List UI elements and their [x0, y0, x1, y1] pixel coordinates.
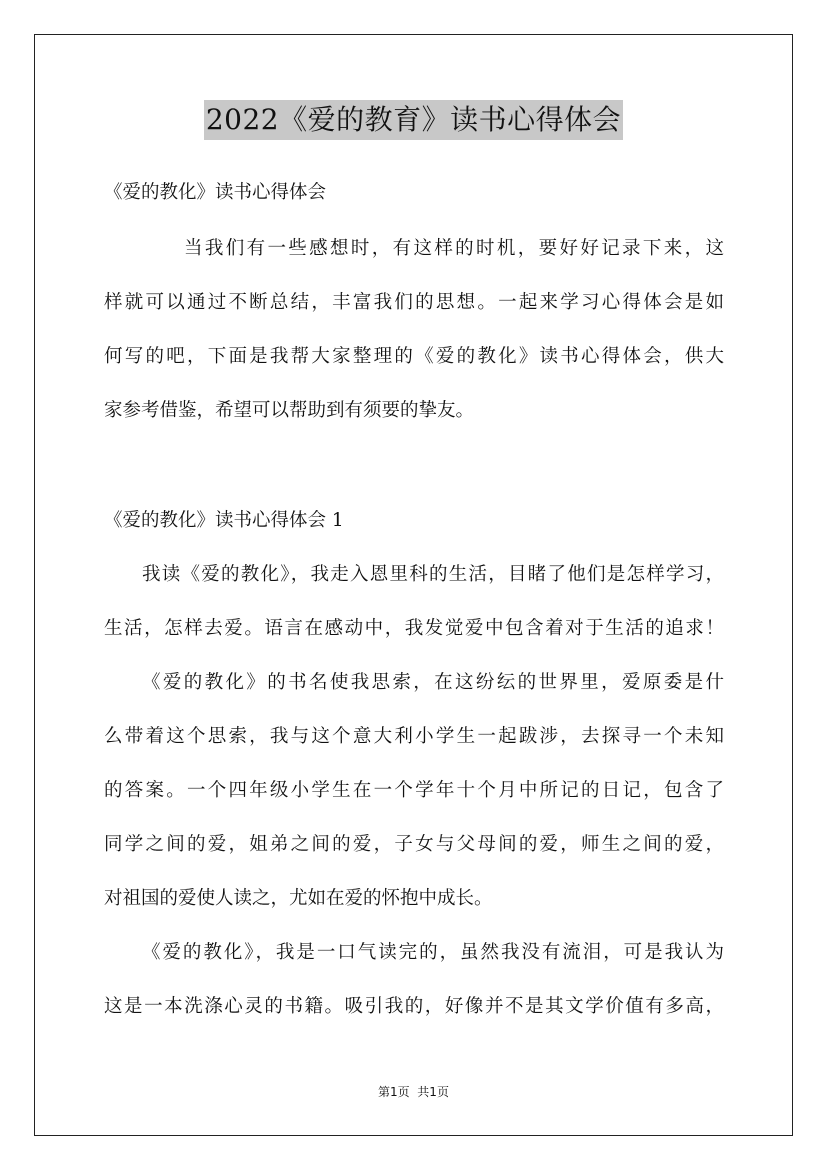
- intro-line-2: 样就可以通过不断总结，丰富我们的思想。一起来学习心得体会是如: [104, 292, 724, 313]
- page-number-footer: 第1页 共1页: [378, 1085, 449, 1099]
- intro-line-1: 当我们有一些感想时，有这样的时机，要好好记录下来，这: [184, 238, 724, 259]
- body-line-8: 《爱的教化》，我是一口气读完的，虽然我没有流泪，可是我认为: [142, 942, 724, 963]
- body-line-2: 生活，怎样去爱。语言在感动中，我发觉爱中包含着对于生活的追求！: [104, 618, 724, 639]
- body-line-6: 同学之间的爱，姐弟之间的爱，子女与父母间的爱，师生之间的爱，: [104, 834, 724, 855]
- title-container: [0, 100, 827, 140]
- body-line-4: 么带着这个思索，我与这个意大利小学生一起跋涉，去探寻一个未知: [104, 726, 724, 747]
- section-heading: 《爱的教化》读书心得体会 1: [104, 510, 344, 531]
- document-title: 2022《爱的教育》读书心得体会: [204, 100, 623, 140]
- document-subtitle: 《爱的教化》读书心得体会: [104, 182, 327, 203]
- body-line-7: 对祖国的爱使人读之，尤如在爱的怀抱中成长。: [104, 888, 493, 909]
- body-line-9: 这是一本洗涤心灵的书籍。吸引我的，好像并不是其文学价值有多高，: [104, 996, 724, 1017]
- body-line-5: 的答案。一个四年级小学生在一个学年十个月中所记的日记，包含了: [104, 780, 724, 801]
- intro-line-3: 何写的吧，下面是我帮大家整理的《爱的教化》读书心得体会，供大: [104, 346, 724, 367]
- body-line-3: 《爱的教化》的书名使我思索，在这纷纭的世界里，爱原委是什: [142, 672, 724, 693]
- body-line-1: 我读《爱的教化》，我走入恩里科的生活，目睹了他们是怎样学习，: [142, 564, 724, 585]
- intro-line-4: 家参考借鉴，希望可以帮助到有须要的挚友。: [104, 400, 475, 421]
